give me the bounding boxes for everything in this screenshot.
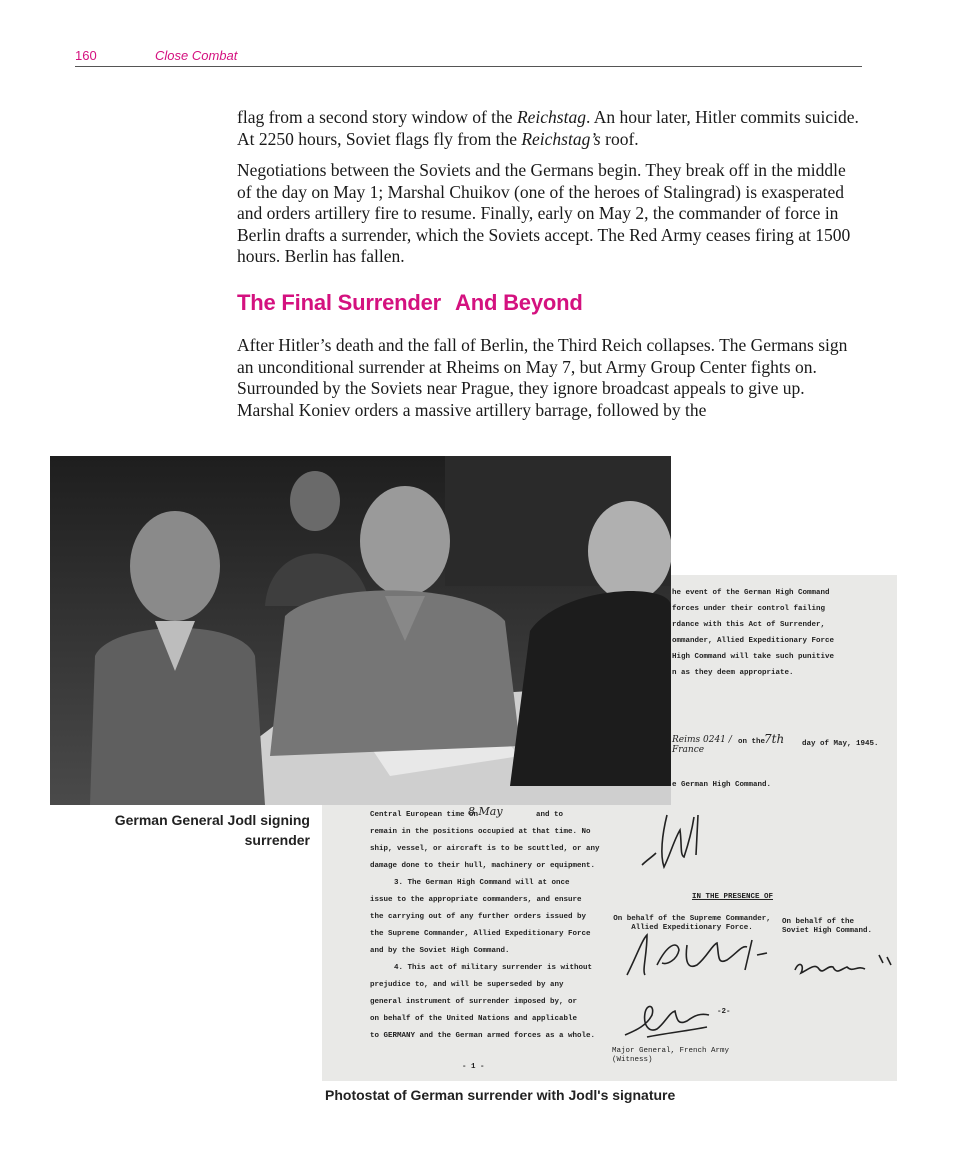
witness-label: Major General, French Army (Witness): [612, 1047, 730, 1064]
doc-line: general instrument of surrender imposed by, or: [370, 998, 578, 1006]
paragraph-2: Negotiations between the Soviets and the Germans begin. They break off in the middle of the day on May 1; Marshal Chuikov (one of the heroes of Stalingrad) is exasperated and orders artillery fire to resume. Finally, early on May 2, the commander of force in Berlin drafts a surrender, which the Soviets accept. The Red Army ceases firing at 1500 hours. Berlin has fallen.: [237, 160, 851, 266]
doc-line: on behalf of the United Nations and applicable: [370, 1015, 578, 1023]
doc-line: ommander, Allied Expeditionary Force: [672, 637, 835, 645]
doc-line: and to: [536, 811, 564, 819]
doc-line: issue to the appropriate commanders, and ensure: [370, 896, 582, 904]
doc-line: n as they deem appropriate.: [672, 669, 794, 677]
section-heading: The Final Surrender And Beyond: [237, 290, 583, 315]
emphasis-reichstag: Reichstag: [516, 107, 586, 127]
doc-page-marker: -2-: [717, 1008, 731, 1016]
handwritten-place: Reims 0241 / France: [672, 735, 732, 755]
supreme-commander-label: On behalf of the Supreme Commander, Allied Expeditionary Force.: [613, 915, 771, 932]
doc-line: remain in the positions occupied at that time. No: [370, 828, 591, 836]
susloparov-signature-icon: [787, 945, 897, 985]
doc-line: prejudice to, and will be superseded by any: [370, 981, 564, 989]
doc-line: the carrying out of any further orders issued by: [370, 913, 587, 921]
smith-signature-icon: [617, 925, 787, 985]
doc-date-rest: day of May, 1945.: [802, 740, 879, 748]
doc-line: ship, vessel, or aircraft is to be scuttled, or any: [370, 845, 600, 853]
doc-line: e German High Command.: [672, 781, 772, 789]
doc-line: forces under their control failing: [672, 605, 826, 613]
doc-line: damage done to their hull, machinery or equipment.: [370, 862, 596, 870]
doc-page-number: - 1 -: [462, 1063, 485, 1071]
doc-line: 4. This act of military surrender is without: [394, 964, 593, 972]
page-header: [75, 46, 862, 67]
handwritten-time: 8 May: [468, 805, 503, 818]
in-presence-heading: IN THE PRESENCE OF: [692, 893, 774, 901]
paragraph-3: After Hitler’s death and the fall of Berlin, the Third Reich collapses. The Germans sign an unconditional surrender at Rheims on May 7, but Army Group Center fights on. Surrounded by the Soviets near Prague, they ignore broadcast appeals to give up. Marshal Koniev orders a massive artillery barrage, followed by the: [237, 335, 848, 420]
photo-caption: German General Jodl signing surrender: [114, 812, 310, 848]
handwritten-day: 7th: [764, 732, 785, 746]
doc-line: Central European time on: [370, 811, 479, 819]
doc-line: and by the Soviet High Command.: [370, 947, 510, 955]
soviet-command-label: On behalf of the Soviet High Command.: [782, 918, 873, 935]
document-caption: Photostat of German surrender with Jodl's signature: [325, 1087, 676, 1103]
photo-illustration: [50, 456, 671, 805]
doc-date-on-the: on the: [738, 738, 766, 746]
doc-line: to GERMANY and the German armed forces as a whole.: [370, 1032, 596, 1040]
doc-line: 3. The German High Command will at once: [394, 879, 570, 887]
emphasis-reichstags: Reichstag’s: [521, 128, 601, 149]
jodl-signature-icon: [622, 805, 742, 875]
running-head: Close Combat: [155, 48, 238, 63]
sevez-signature-icon: [617, 995, 727, 1045]
doc-line: High Command will take such punitive: [672, 653, 835, 661]
paragraph-1: flag from a second story window of the Reichstag. An hour later, Hitler commits suicide. At 2250 hours, Soviet flags fly from the Reichstag’s roof.: [237, 107, 859, 149]
doc-line: the Supreme Commander, Allied Expeditionary Force: [370, 930, 591, 938]
photo-jodl-signing: [50, 456, 671, 805]
page-number: 160: [75, 48, 97, 63]
doc-line: he event of the German High Command: [672, 589, 830, 597]
doc-line: rdance with this Act of Surrender,: [672, 621, 826, 629]
